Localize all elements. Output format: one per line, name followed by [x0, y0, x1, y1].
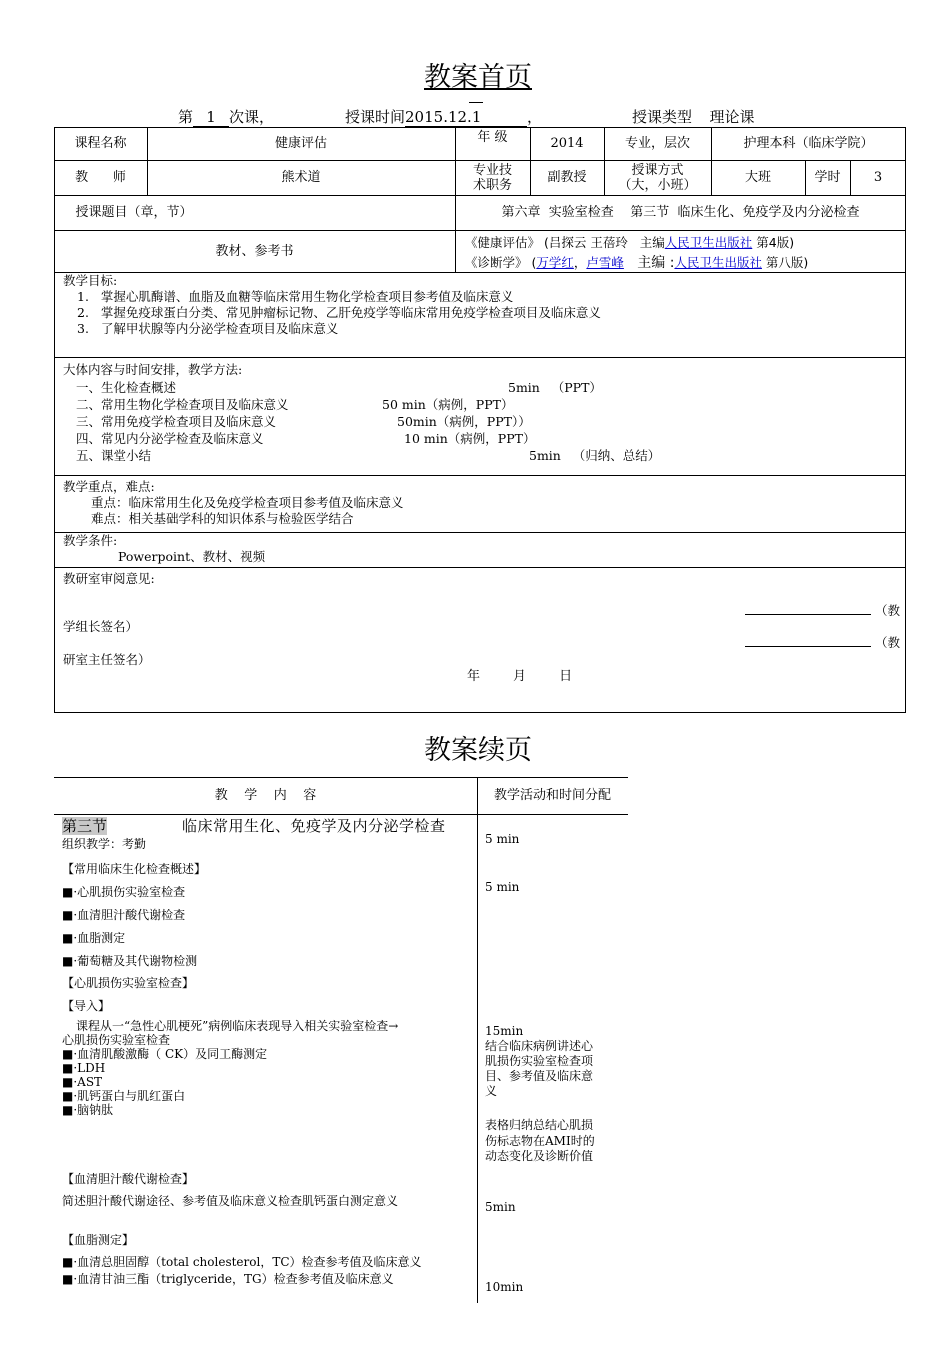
type-label: 授课类型 [632, 108, 693, 126]
lesson-time [345, 106, 542, 127]
myo-heading: 【心肌损伤实验室检查】 [62, 976, 195, 990]
activity-block-2 [485, 1118, 595, 1165]
title-label [455, 160, 530, 195]
schedule-time: 50min（病例，PPT）） [397, 414, 531, 429]
activity-line: 伤标志物在AMI时的 [485, 1133, 595, 1148]
intro-heading: 【导入】 [62, 999, 111, 1013]
director-tail: （教 [875, 635, 901, 650]
conditions-block [63, 533, 265, 565]
intro-line: 心肌损伤实验室检查 [62, 1033, 171, 1047]
bile-text: 简述胆汁酸代谢途径、参考值及临床意义检查肌钙蛋白测定意义 [62, 1194, 399, 1208]
schedule-item: 二、常用生物化学检查项目及临床意义 [76, 397, 289, 412]
time-comma: ， [527, 108, 543, 126]
topic-value: 第六章 实验室检查 第三节 临床生化、免疫学及内分泌检查 [501, 205, 860, 220]
mode-value: 大班 [744, 170, 771, 185]
schedule-item: 五、课堂小结 [76, 448, 152, 463]
section-tag [62, 815, 107, 836]
director-sign-line [745, 646, 871, 647]
lipid-item: ■·血清甘油三酯（triglyceride，TG）检查参考值及临床意义 [62, 1272, 394, 1286]
major-label: 专业，层次 [624, 136, 690, 151]
activity-line: 义 [485, 1084, 498, 1098]
ref-line-2 [465, 254, 808, 272]
organize-text: 组织教学：考勤 [62, 837, 147, 851]
key-point: 重点：临床常用生化及免疫学检查项目参考值及临床意义 [91, 495, 404, 510]
mode-label-line1: 授课方式 [631, 162, 684, 178]
ref1-edition: 第4版) [752, 235, 795, 250]
director-sign-label: 研室主任签名） [63, 652, 151, 667]
objective-item: 2. 掌握免疫球蛋白分类、常见肿瘤标记物、乙肝免疫学等临床常用免疫学检查项目及临床意义 [77, 305, 601, 320]
review-heading: 教研室审阅意见: [63, 571, 155, 586]
cont-col-content-header: 教 学 内 容 [214, 788, 317, 803]
ref-line-1 [465, 234, 794, 251]
activity-line: 目、参考值及临床意 [485, 1069, 594, 1083]
schedule-time: 50 min（病例，PPT） [382, 397, 514, 412]
lesson-suffix: 次课， [229, 108, 275, 126]
ref2-editor: 主编 : [623, 255, 675, 271]
schedule-heading: 大体内容与时间安排，教学方法: [63, 362, 243, 377]
review-date: 年 月 日 [467, 669, 573, 684]
keypoints-block [63, 479, 404, 527]
title-value: 副教授 [547, 170, 587, 185]
topic-label: 授课题目（章，节） [75, 205, 193, 220]
section-number: 第三节 [62, 817, 108, 835]
ref2-author1-link[interactable]: 万学红 [536, 255, 574, 270]
schedule-time: 10 min（病例，PPT） [404, 431, 536, 446]
objectives-heading: 教学目标: [63, 273, 118, 288]
overview-item: ■·葡萄糖及其代谢物检测 [62, 954, 198, 968]
leader-tail: （教 [875, 603, 901, 618]
schedule-item: 三、常用免疫学检查项目及临床意义 [76, 414, 277, 429]
myo-item: ■·AST [62, 1075, 103, 1089]
myo-item: ■·脑钠肽 [62, 1103, 114, 1117]
overview-item: ■·心肌损伤实验室检查 [62, 885, 186, 899]
time-label: 授课时间 [345, 108, 406, 126]
cont-column-divider [477, 777, 478, 1303]
teacher-value: 熊术道 [281, 170, 321, 185]
hours-value: 3 [873, 170, 883, 185]
teacher-label: 教 师 [75, 170, 126, 185]
lipid-item: ■·血清总胆固醇（total cholesterol，TC）检查参考值及临床意义 [62, 1255, 422, 1269]
lesson-prefix: 第 [178, 108, 194, 126]
ref-label: 教材、参考书 [215, 243, 294, 259]
major-value: 护理本科（临床学院） [743, 136, 874, 151]
grade-label: 年 级 [477, 129, 508, 145]
lesson-line [178, 106, 274, 127]
myo-item: ■·血清肌酸激酶（ CK）及同工酶测定 [62, 1047, 268, 1061]
ref2-edition: 第八版) [761, 255, 809, 270]
mode-label [604, 160, 711, 195]
title-label-line1: 专业技 [472, 162, 512, 178]
activity-line: 肌损伤实验室检查项 [485, 1054, 594, 1068]
ref2-author2-link[interactable]: 卢雪峰 [586, 255, 624, 270]
ref2-text: 《诊断学》 ( [465, 255, 537, 270]
lesson-type [632, 106, 772, 128]
section-title: 临床常用生化、免疫学及内分泌学检查 [182, 817, 446, 835]
mode-label-line2: （大，小班） [618, 177, 697, 193]
conditions-heading: 教学条件: [63, 533, 118, 548]
overview-item: ■·血清胆汁酸代谢检查 [62, 908, 186, 922]
hours-label: 学时 [814, 170, 841, 185]
continuation-title: 教案续页 [424, 735, 532, 766]
ref1-publisher-link[interactable]: 人民卫生出版社 [664, 235, 753, 250]
overview-heading: 【常用临床生化检查概述】 [62, 862, 207, 876]
ref1-text: 《健康评估》 (吕探云 王蓓玲 主编 [465, 235, 665, 250]
objective-item: 1. 掌握心肌酶谱、血脂及血糖等临床常用生物化学检查项目参考值及临床意义 [77, 289, 514, 304]
course-label: 课程名称 [74, 136, 127, 151]
overview-item: ■·血脂测定 [62, 931, 126, 945]
time-lipid: 10min [485, 1280, 524, 1294]
activity-line: 动态变化及诊断价值 [485, 1149, 594, 1163]
objective-item: 3. 了解甲状腺等内分泌学检查项目及临床意义 [77, 321, 339, 336]
intro-block [62, 1019, 398, 1117]
time-organize: 5 min [485, 832, 520, 846]
type-value: 理论课 [692, 106, 772, 128]
activity-block-1 [485, 1024, 593, 1099]
leader-sign-label: 学组长签名） [63, 619, 139, 634]
lesson-number: 1 [193, 108, 229, 127]
objectives-block [63, 273, 601, 337]
cont-col-activity-header: 教学活动和时间分配 [493, 788, 611, 803]
intro-line: 课程从一“急性心肌梗死”病例临床表现导入相关实验室检查→ [76, 1019, 399, 1033]
page-title: 教案首页 [424, 62, 532, 93]
myo-item: ■·肌钙蛋白与肌红蛋白 [62, 1089, 186, 1103]
time-bile: 5min [485, 1200, 516, 1214]
title-dash [469, 102, 483, 103]
bile-heading: 【血清胆汁酸代谢检查】 [62, 1172, 195, 1186]
conditions-value: Powerpoint、教材、视频 [118, 549, 266, 564]
course-value: 健康评估 [274, 136, 327, 151]
schedule-item: 四、常见内分泌学检查及临床意义 [76, 431, 264, 446]
difficult-point: 难点：相关基础学科的知识体系与检验医学结合 [91, 511, 354, 526]
activity-time: 15min [485, 1024, 524, 1038]
schedule-item: 一、生化检查概述 [76, 380, 177, 395]
grade-value: 2014 [550, 136, 584, 151]
schedule-time: 5min （归纳、总结） [529, 448, 661, 463]
keypoints-heading: 教学重点，难点: [63, 479, 155, 494]
myo-item: ■·LDH [62, 1061, 106, 1075]
time-value: 2015.12.1 [405, 108, 527, 127]
schedule-time: 5min （PPT） [508, 380, 602, 395]
ref2-sep: ， [573, 255, 587, 270]
activity-line: 表格归纳总结心肌损 [485, 1118, 594, 1132]
activity-line: 结合临床病例讲述心 [485, 1039, 594, 1053]
ref2-publisher-link[interactable]: 人民卫生出版社 [674, 255, 762, 270]
leader-sign-line [745, 614, 871, 615]
time-overview: 5 min [485, 880, 520, 894]
title-label-line2: 术职务 [472, 177, 512, 193]
lipid-heading: 【血脂测定】 [62, 1233, 135, 1247]
